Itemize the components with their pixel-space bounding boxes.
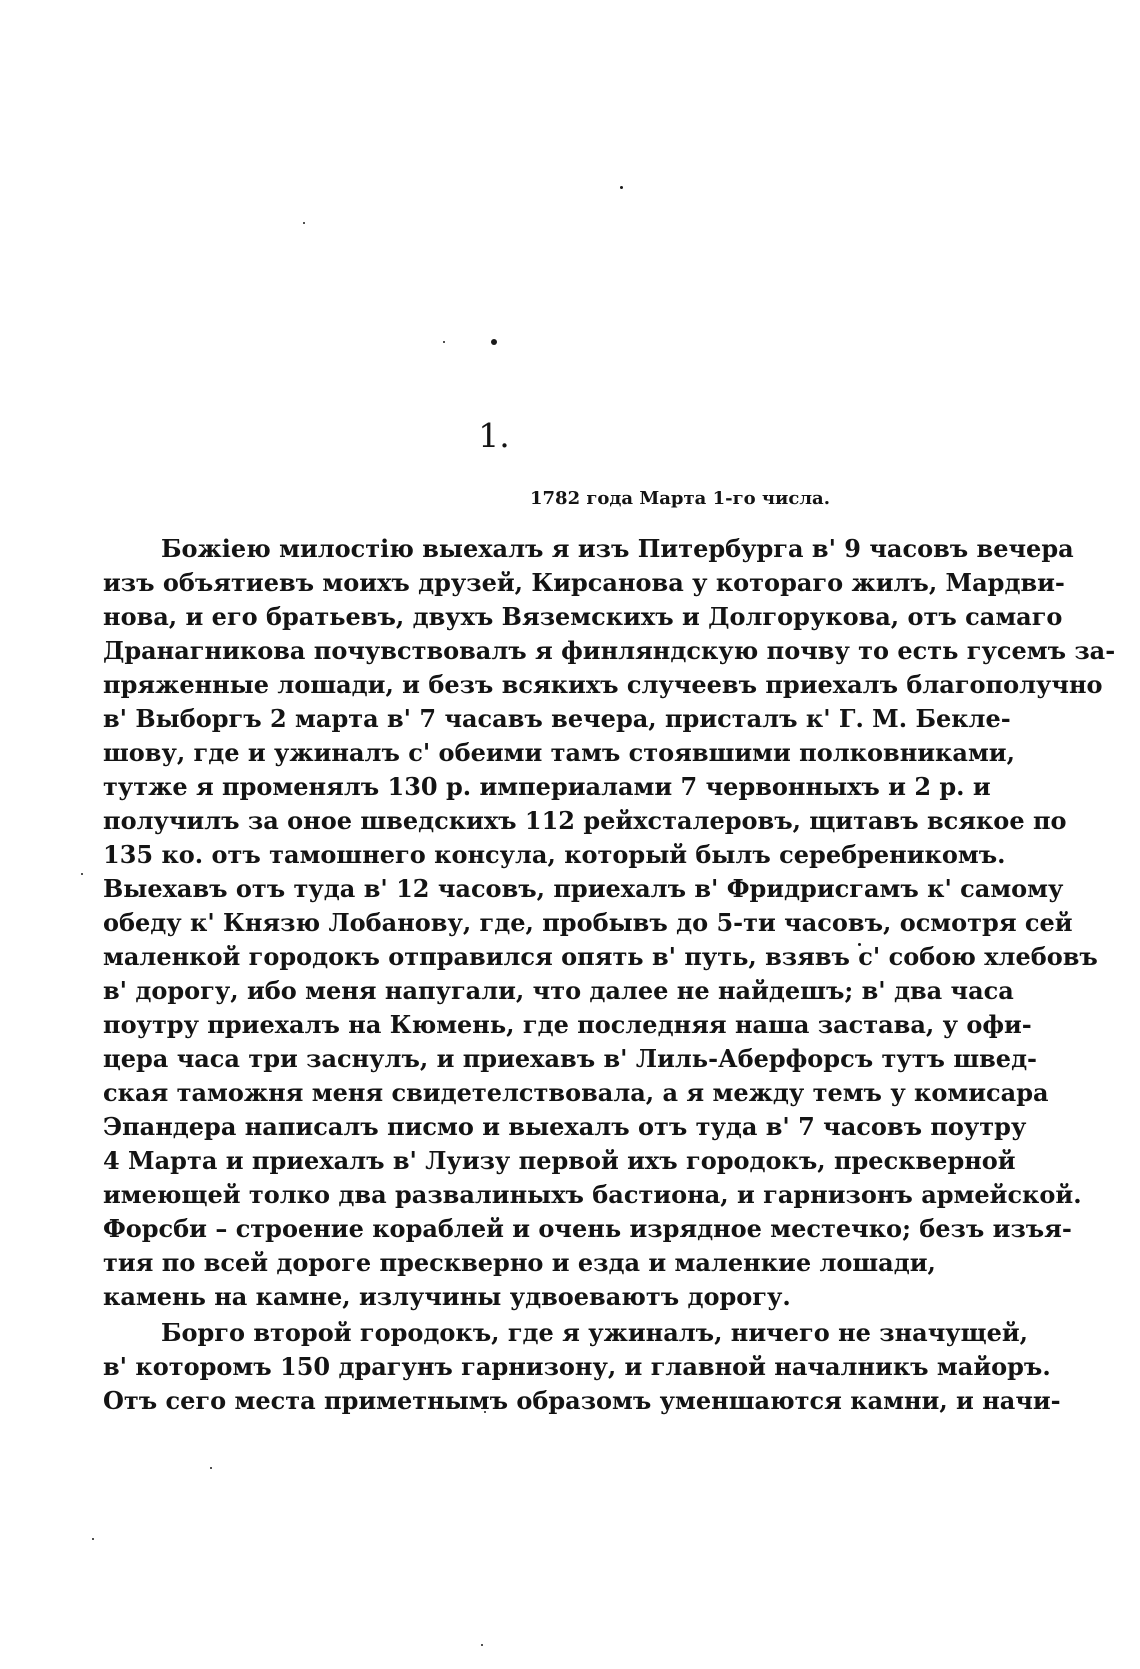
text-line: Форсби – строение кораблей и очень изрядное местечко; безъ изъя-: [103, 1214, 1072, 1243]
text-line: Дранагникова почувствовалъ я финляндскую почву то есть гусемъ за-: [103, 636, 1116, 665]
text-line: изъ объятиевъ моихъ друзей, Кирсанова у котораго жилъ, Мардви-: [103, 568, 1065, 597]
text-line: получилъ за оное шведскихъ 112 рейхсталеровъ, щитавъ всякое по: [103, 806, 1067, 835]
text-line: обеду к' Князю Лобанову, где, пробывъ до 5-ти часовъ, осмотря сей: [103, 908, 1073, 937]
scan-speck: [481, 1644, 483, 1646]
dateline: 1782 года Марта 1-го числа.: [530, 488, 830, 509]
paragraph: [103, 532, 1116, 1314]
scan-speck: [81, 873, 83, 875]
text-line: имеющей толко два развалиныхъ бастиона, и гарнизонъ армейской.: [103, 1180, 1082, 1209]
text-line: Эпандера написалъ писмо и выехалъ отъ туда в' 7 часовъ поутру: [103, 1112, 1027, 1141]
text-line: тия по всей дороге прескверно и езда и маленкие лошади,: [103, 1248, 936, 1277]
text-line: поутру приехалъ на Кюмень, где последняя наша застава, у офи-: [103, 1010, 1032, 1039]
body-text: [103, 532, 1116, 1418]
chapter-number: 1.: [478, 416, 510, 455]
text-line: 135 ко. отъ тамошнего консула, который былъ серебреникомъ.: [103, 840, 1006, 869]
text-line: пряженные лошади, и безъ всякихъ случеевъ приехалъ благополучно: [103, 670, 1103, 699]
text-line: в' которомъ 150 драгунъ гарнизону, и главной началникъ майоръ.: [103, 1352, 1051, 1381]
scan-speck: [210, 1467, 212, 1469]
scan-speck: [620, 186, 623, 189]
text-line: тутже я променялъ 130 р. империалами 7 червонныхъ и 2 р. и: [103, 772, 991, 801]
scan-speck: [491, 339, 497, 345]
scan-speck: [303, 222, 305, 224]
text-line: Выехавъ отъ туда в' 12 часовъ, приехалъ в' Фридрисгамъ к' самому: [103, 874, 1064, 903]
scan-speck: [443, 341, 445, 343]
text-line: Борго второй городокъ, где я ужиналъ, ничего не значущей,: [161, 1318, 1029, 1347]
text-line: Отъ сего места приметнымъ образомъ уменшаются камни, и начи-: [103, 1386, 1061, 1415]
text-line: в' дорогу, ибо меня напугали, что далее не найдешъ; в' два часа: [103, 976, 1014, 1005]
text-line: 4 Марта и приехалъ в' Луизу первой ихъ городокъ, прескверной: [103, 1146, 1016, 1175]
scan-speck: [92, 1538, 94, 1540]
text-line: маленкой городокъ отправился опять в' путь, взявъ с' собою хлебовъ: [103, 942, 1098, 971]
text-line: камень на камне, излучины удвоеваютъ дорогу.: [103, 1282, 791, 1311]
text-line: ская таможня меня свидетелствовала, а я между темъ у комисара: [103, 1078, 1049, 1107]
text-line: Божіею милостію выехалъ я изъ Питербурга в' 9 часовъ вечера: [161, 534, 1074, 563]
paragraph: [103, 1316, 1061, 1418]
text-line: в' Выборгъ 2 марта в' 7 часавъ вечера, присталъ к' Г. М. Бекле-: [103, 704, 1011, 733]
text-line: шову, где и ужиналъ с' обеими тамъ стоявшими полковниками,: [103, 738, 1015, 767]
text-line: цера часа три заснулъ, и приехавъ в' Лиль-Аберфорсъ тутъ швед-: [103, 1044, 1038, 1073]
text-line: нова, и его братьевъ, двухъ Вяземскихъ и Долгорукова, отъ самаго: [103, 602, 1063, 631]
